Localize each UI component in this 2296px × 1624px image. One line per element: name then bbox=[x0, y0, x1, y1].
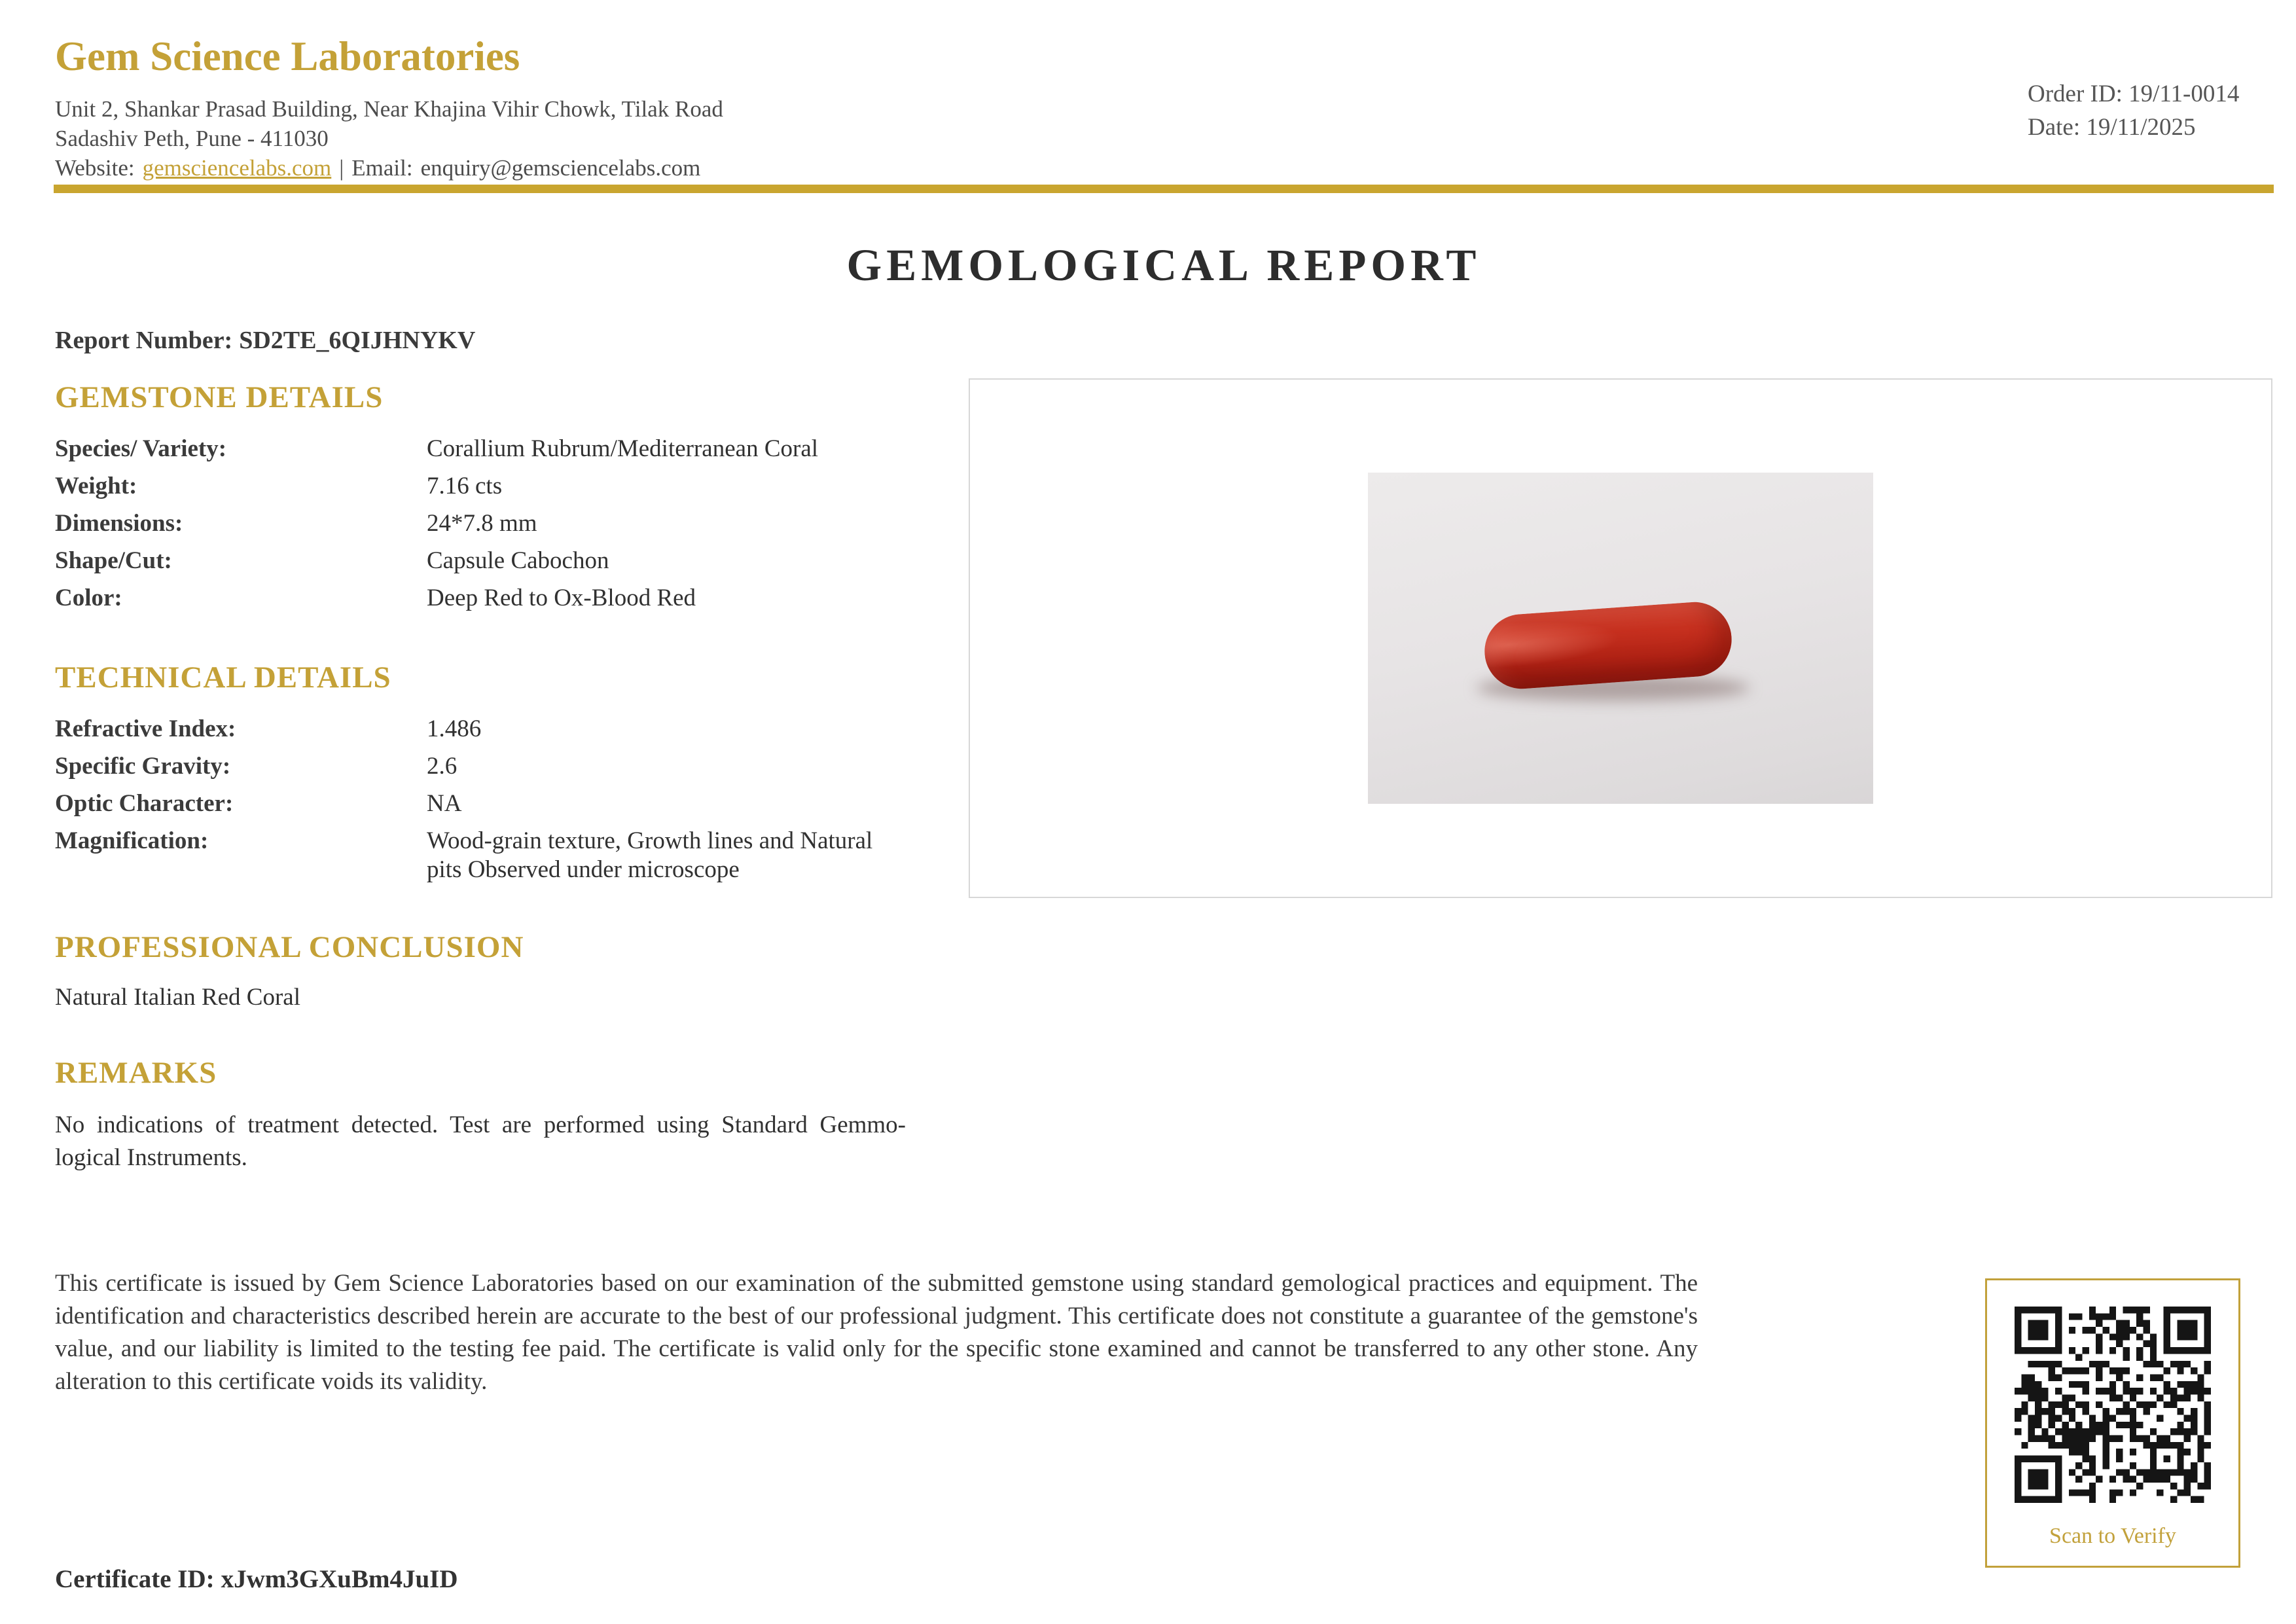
qr-code-icon bbox=[2015, 1307, 2211, 1503]
row-value: Capsule Cabochon bbox=[427, 547, 609, 574]
gold-divider bbox=[54, 185, 2274, 193]
table-row bbox=[55, 547, 925, 575]
table-row bbox=[55, 827, 925, 884]
row-value: NA bbox=[427, 790, 462, 817]
report-date: Date: 19/11/2025 bbox=[2028, 114, 2196, 141]
gemstone-image-frame bbox=[969, 378, 2272, 898]
row-value: Corallium Rubrum/Mediterranean Coral bbox=[427, 435, 819, 462]
website-link[interactable]: gemsciencelabs.com bbox=[142, 155, 332, 181]
technical-details-table bbox=[55, 715, 925, 893]
report-number-value: SD2TE_6QIJHNYKV bbox=[239, 327, 476, 354]
certificate-id bbox=[55, 1564, 465, 1594]
report-number bbox=[55, 326, 482, 355]
table-row bbox=[55, 509, 925, 538]
row-value: 7.16 cts bbox=[427, 473, 503, 499]
lab-address bbox=[55, 94, 723, 183]
row-label: Weight: bbox=[55, 473, 137, 499]
row-label: Color: bbox=[55, 585, 122, 611]
table-row bbox=[55, 435, 925, 463]
remarks-text bbox=[55, 1109, 906, 1174]
row-label: Specific Gravity: bbox=[55, 753, 231, 780]
section-heading-gemstone-details: GEMSTONE DETAILS bbox=[55, 380, 384, 414]
table-row bbox=[55, 715, 925, 744]
row-label: Refractive Index: bbox=[55, 715, 236, 742]
scan-to-verify-label: Scan to Verify bbox=[2049, 1524, 2176, 1548]
row-label: Dimensions: bbox=[55, 510, 183, 537]
conclusion-text: Natural Italian Red Coral bbox=[55, 984, 301, 1011]
row-value: Wood-grain texture, Growth lines and Natural pits Observed under microscope bbox=[427, 827, 873, 883]
section-heading-remarks: REMARKS bbox=[55, 1056, 217, 1090]
row-value: 24*7.8 mm bbox=[427, 510, 537, 537]
table-row bbox=[55, 472, 925, 501]
table-row bbox=[55, 584, 925, 613]
lab-name: Gem Science Laboratories bbox=[55, 33, 520, 79]
page-title: GEMOLOGICAL REPORT bbox=[846, 240, 1481, 290]
row-label: Magnification: bbox=[55, 827, 209, 854]
website-label: Website: bbox=[55, 155, 135, 181]
row-value: Deep Red to Ox-Blood Red bbox=[427, 585, 696, 611]
row-label: Species/ Variety: bbox=[55, 435, 227, 462]
remarks-line-2: logical Instruments. bbox=[55, 1144, 247, 1171]
table-row bbox=[55, 789, 925, 818]
row-label: Shape/Cut: bbox=[55, 547, 172, 574]
separator: | bbox=[339, 155, 344, 181]
gemstone-photo bbox=[1368, 473, 1873, 804]
contact-line bbox=[55, 153, 723, 183]
qr-verify-box bbox=[1985, 1278, 2240, 1568]
certificate-id-label: Certificate ID: bbox=[55, 1565, 215, 1593]
email-value: enquiry@gemsciencelabs.com bbox=[420, 155, 701, 181]
address-line-1: Unit 2, Shankar Prasad Building, Near Khajina Vihir Chowk, Tilak Road bbox=[55, 96, 723, 122]
table-row bbox=[55, 752, 925, 781]
certificate-id-value: xJwm3GXuBm4JuID bbox=[221, 1565, 458, 1593]
email-label: Email: bbox=[351, 155, 413, 181]
row-value: 2.6 bbox=[427, 753, 457, 780]
section-heading-technical-details: TECHNICAL DETAILS bbox=[55, 660, 391, 695]
disclaimer-text: This certificate is issued by Gem Science Laboratories based on our examination of the submitted gemstone using standard gemological practices and equipment. The identification and characteristics described herein are accurate to the best of our professional judgment. This certificate does not constitute a guarantee of the gemstone's value, and our liability is limited to the testing fee paid. The certificate is valid only for the specific stone examined and cannot be transferred to any other stone. Any alteration to this certificate voids its validity. bbox=[55, 1270, 1698, 1395]
lab-header bbox=[55, 33, 723, 183]
order-id: Order ID: 19/11-0014 bbox=[2028, 81, 2240, 107]
row-value: 1.486 bbox=[427, 715, 482, 742]
report-number-label: Report Number: bbox=[55, 327, 233, 354]
row-label: Optic Character: bbox=[55, 790, 234, 817]
order-info bbox=[2028, 77, 2239, 144]
section-heading-professional-conclusion: PROFESSIONAL CONCLUSION bbox=[55, 930, 524, 964]
address-line-2: Sadashiv Peth, Pune - 411030 bbox=[55, 126, 329, 151]
remarks-line-1: No indications of treatment detected. Test are performed using Standard Gemmo- bbox=[55, 1111, 906, 1138]
gemstone-details-table bbox=[55, 435, 925, 621]
